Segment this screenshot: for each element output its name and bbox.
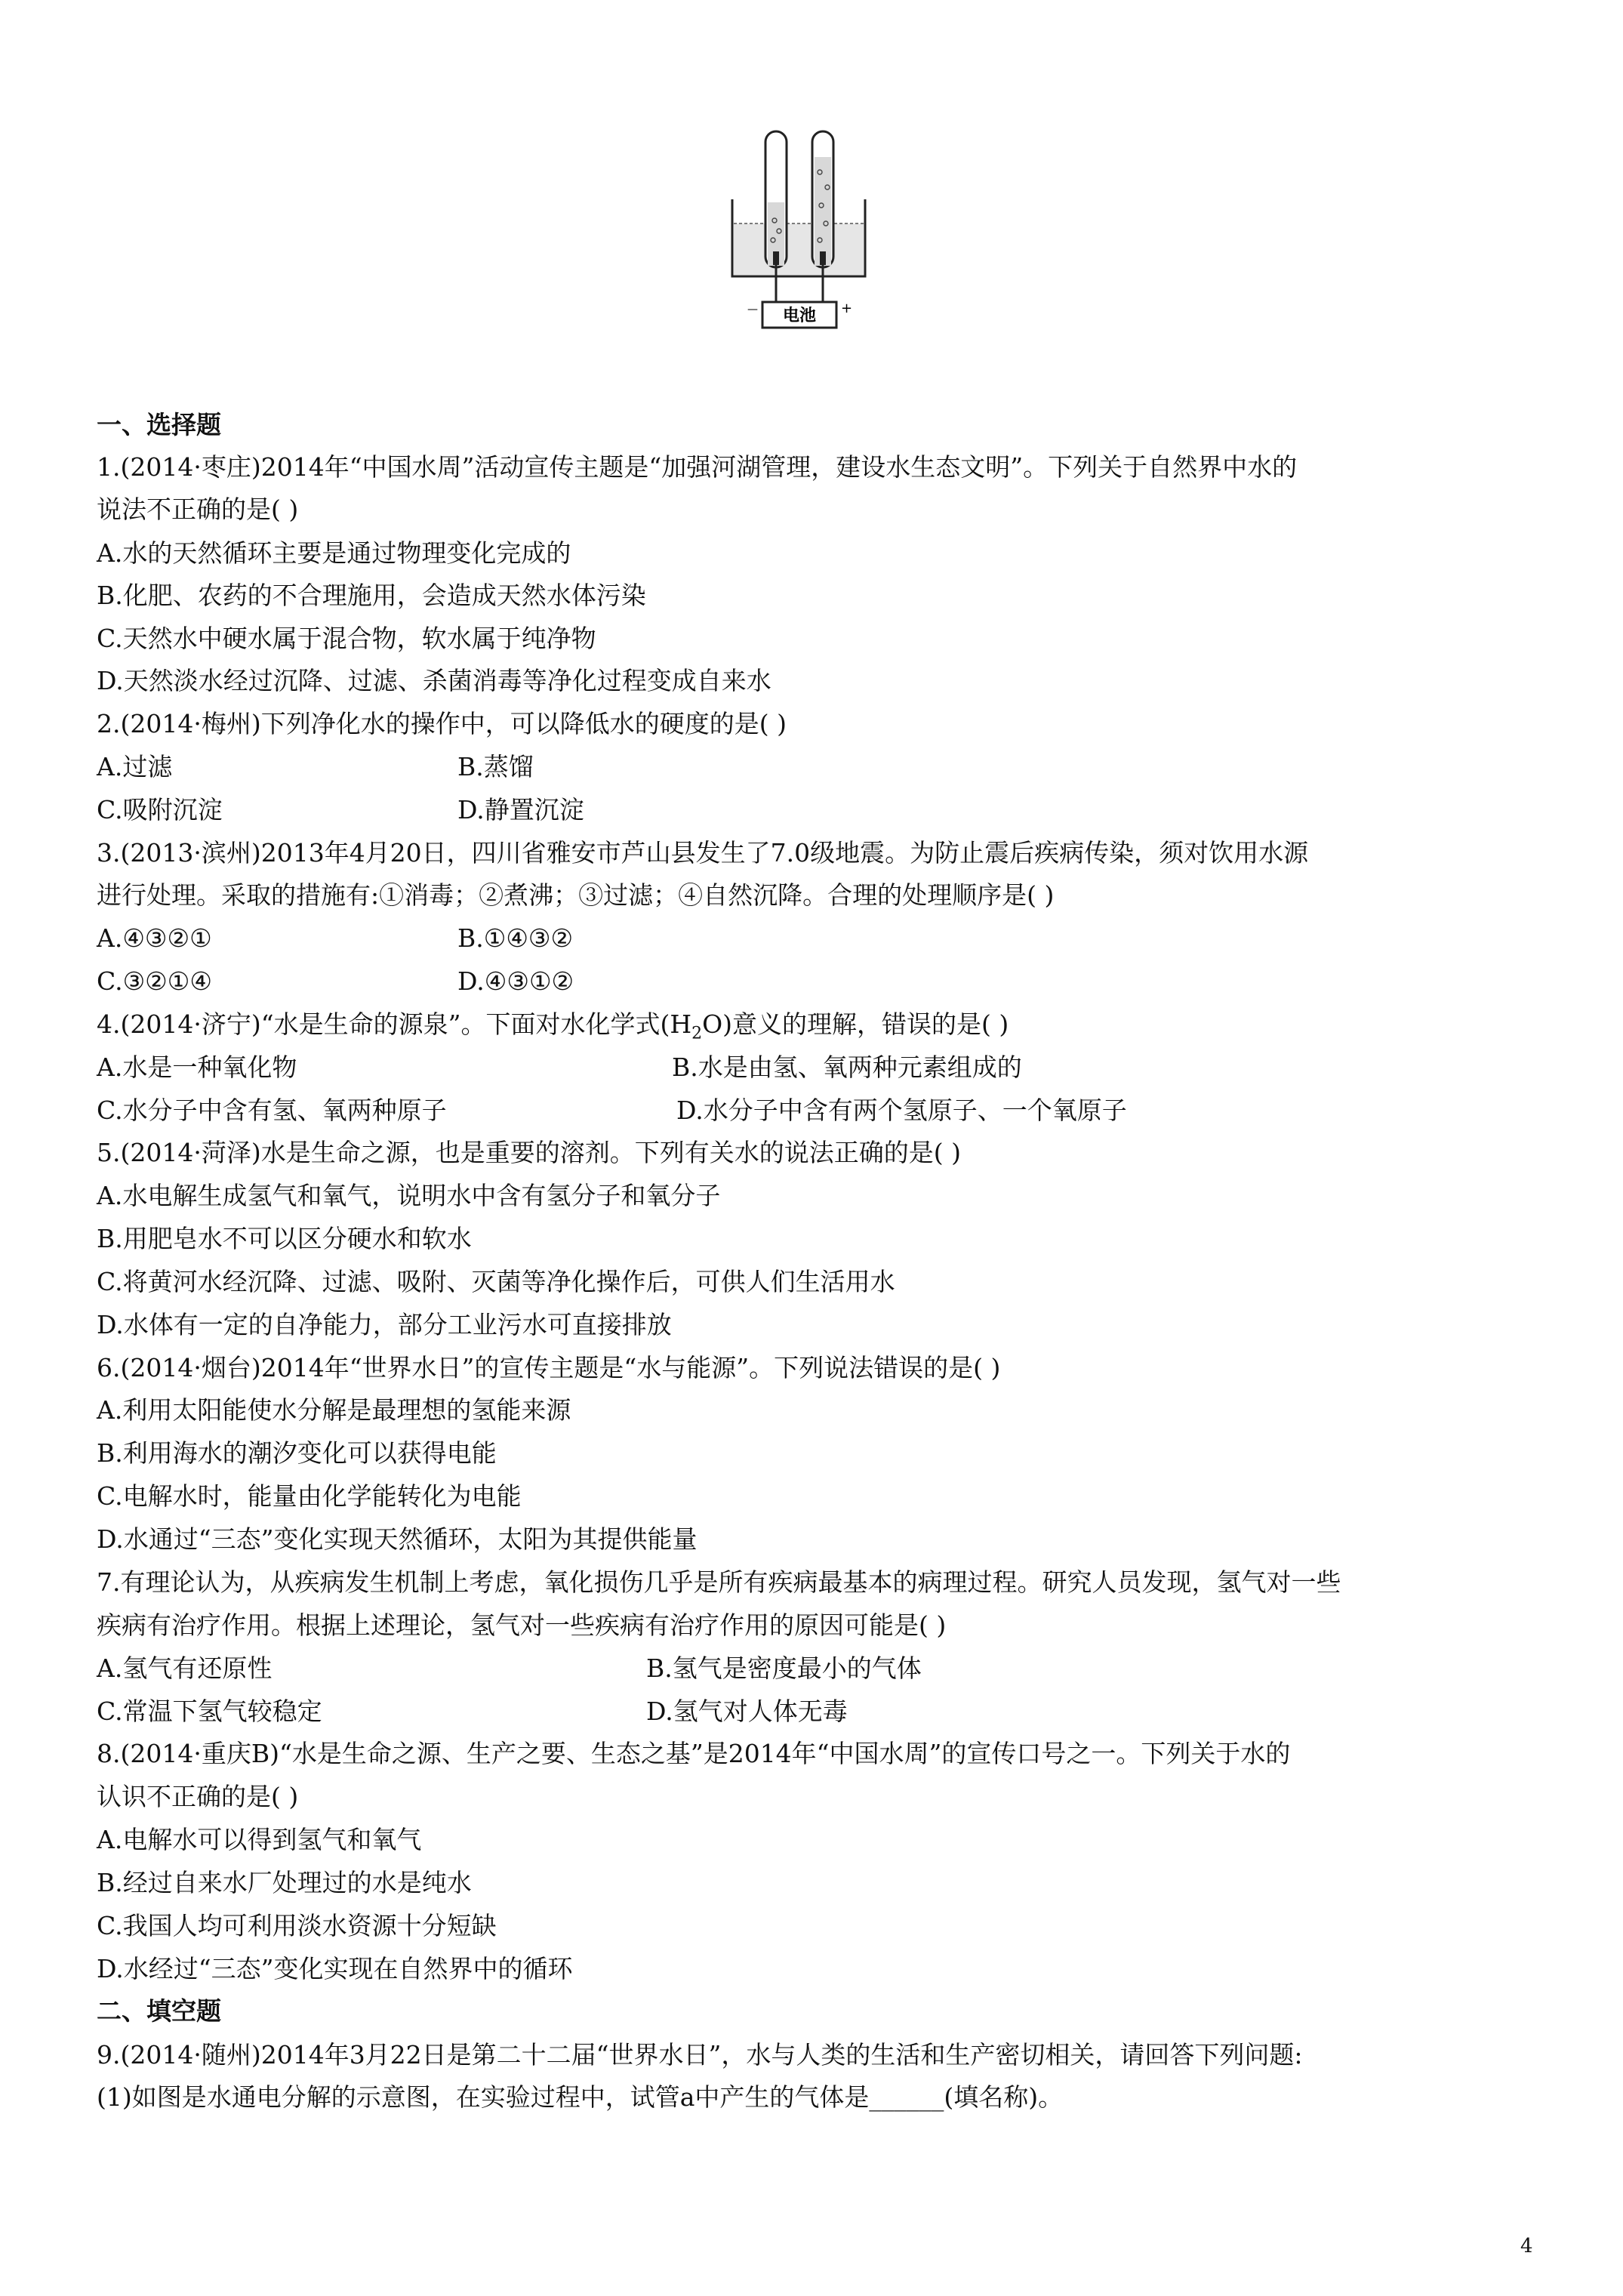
q6-option-b: B.利用海水的潮汐变化可以获得电能 xyxy=(97,1438,497,1468)
q8-stem-line1: 8.(2014·重庆B)“水是生命之源、生产之要、生态之基”是2014年“中国水周”的宣传口号之一。下列关于水的 xyxy=(97,1739,1291,1768)
q8-option-c: C.我国人均可利用淡水资源十分短缺 xyxy=(97,1911,497,1940)
q4-stem xyxy=(97,1009,1009,1049)
q9-stem: 9.(2014·随州)2014年3月22日是第二十二届“世界水日”，水与人类的生活和生产密切相关，请回答下列问题: xyxy=(97,2040,1303,2069)
q3-stem-line2: 进行处理。采取的措施有:①消毒；②煮沸；③过滤；④自然沉降。合理的处理顺序是( ) xyxy=(97,880,1055,910)
q1-stem-line1: 1.(2014·枣庄)2014年“中国水周”活动宣传主题是“加强河湖管理，建设水生态文明”。下列关于自然界中水的 xyxy=(97,452,1298,482)
q8-stem-line2: 认识不正确的是( ) xyxy=(97,1782,299,1811)
q1-option-a: A.水的天然循环主要是通过物理变化完成的 xyxy=(97,538,571,568)
water-fill xyxy=(734,223,864,275)
q4-option-b: B.水是由氢、氧两种元素组成的 xyxy=(672,1052,1022,1082)
q7-stem-line1: 7.有理论认为，从疾病发生机制上考虑，氧化损伤几乎是所有疾病最基本的病理过程。研究人员发现，氢气对一些 xyxy=(97,1567,1341,1597)
q3-option-a: A.④③②① xyxy=(97,923,212,953)
q4-stem-pre: 4.(2014·济宁)“水是生命的源泉”。下面对水化学式(H xyxy=(97,1009,692,1039)
page-number: 4 xyxy=(1520,2235,1533,2257)
q5-option-c: C.将黄河水经沉降、过滤、吸附、灭菌等净化操作后，可供人们生活用水 xyxy=(97,1267,895,1296)
q2-option-b: B.蒸馏 xyxy=(457,752,534,781)
electrode-a xyxy=(773,251,779,265)
q6-option-c: C.电解水时，能量由化学能转化为电能 xyxy=(97,1481,522,1511)
q7-option-a: A.氢气有还原性 xyxy=(97,1653,273,1683)
q6-stem: 6.(2014·烟台)2014年“世界水日”的宣传主题是“水与能源”。下列说法错误的是( ) xyxy=(97,1353,1001,1382)
battery-label: 电池 xyxy=(782,307,817,325)
q9-subquestion-1: (1)如图是水通电分解的示意图，在实验过程中，试管a中产生的气体是______(填名称)。 xyxy=(97,2082,1064,2112)
q2-option-c: C.吸附沉淀 xyxy=(97,795,223,824)
q8-option-b: B.经过自来水厂处理过的水是纯水 xyxy=(97,1868,472,1897)
q5-option-a: A.水电解生成氢气和氧气，说明水中含有氢分子和氧分子 xyxy=(97,1181,721,1210)
q4-stem-post: O)意义的理解，错误的是( ) xyxy=(702,1009,1009,1039)
q4-stem-subscript: 2 xyxy=(691,1024,703,1043)
q4-option-c: C.水分子中含有氢、氧两种原子 xyxy=(97,1096,447,1125)
q8-option-d: D.水经过“三态”变化实现在自然界中的循环 xyxy=(97,1954,573,1983)
q2-option-d: D.静置沉淀 xyxy=(457,795,584,824)
q5-stem: 5.(2014·菏泽)水是生命之源，也是重要的溶剂。下列有关水的说法正确的是( ) xyxy=(97,1138,961,1167)
q5-option-b: B.用肥皂水不可以区分硬水和软水 xyxy=(97,1224,472,1253)
q7-stem-line2: 疾病有治疗作用。根据上述理论，氢气对一些疾病有治疗作用的原因可能是( ) xyxy=(97,1610,947,1640)
battery-plus: + xyxy=(841,300,853,316)
q3-option-c: C.③②①④ xyxy=(97,966,212,996)
tube-b-gas xyxy=(815,157,831,266)
q2-stem: 2.(2014·梅州)下列净化水的操作中，可以降低水的硬度的是( ) xyxy=(97,709,787,738)
electrode-b xyxy=(820,251,826,265)
q3-option-b: B.①④③② xyxy=(457,923,574,953)
q6-option-a: A.利用太阳能使水分解是最理想的氢能来源 xyxy=(97,1395,571,1425)
q4-option-d: D.水分子中含有两个氢原子、一个氧原子 xyxy=(676,1096,1127,1125)
q1-option-b: B.化肥、农药的不合理施用，会造成天然水体污染 xyxy=(97,581,646,610)
q3-stem-line1: 3.(2013·滨州)2013年4月20日，四川省雅安市芦山县发生了7.0级地震。为防止震后疾病传染，须对饮用水源 xyxy=(97,838,1309,868)
section-heading-fill: 二、填空题 xyxy=(97,1996,221,2026)
section-heading-choice: 一、选择题 xyxy=(97,410,221,439)
q6-option-d: D.水通过“三态”变化实现天然循环，太阳为其提供能量 xyxy=(97,1524,698,1554)
electrolysis-diagram xyxy=(723,127,874,338)
q5-option-d: D.水体有一定的自净能力，部分工业污水可直接排放 xyxy=(97,1310,672,1339)
q8-option-a: A.电解水可以得到氢气和氧气 xyxy=(97,1825,422,1854)
q4-option-a: A.水是一种氧化物 xyxy=(97,1052,297,1082)
q2-option-a: A.过滤 xyxy=(97,752,173,781)
q1-option-c: C.天然水中硬水属于混合物，软水属于纯净物 xyxy=(97,624,596,653)
q1-stem-line2: 说法不正确的是( ) xyxy=(97,495,299,524)
battery-minus: — xyxy=(747,304,758,316)
q1-option-d: D.天然淡水经过沉降、过滤、杀菌消毒等净化过程变成自来水 xyxy=(97,666,771,695)
q3-option-d: D.④③①② xyxy=(457,966,574,996)
q7-option-b: B.氢气是密度最小的气体 xyxy=(646,1653,922,1683)
q7-option-c: C.常温下氢气较稳定 xyxy=(97,1697,322,1726)
q7-option-d: D.氢气对人体无毒 xyxy=(646,1697,848,1726)
